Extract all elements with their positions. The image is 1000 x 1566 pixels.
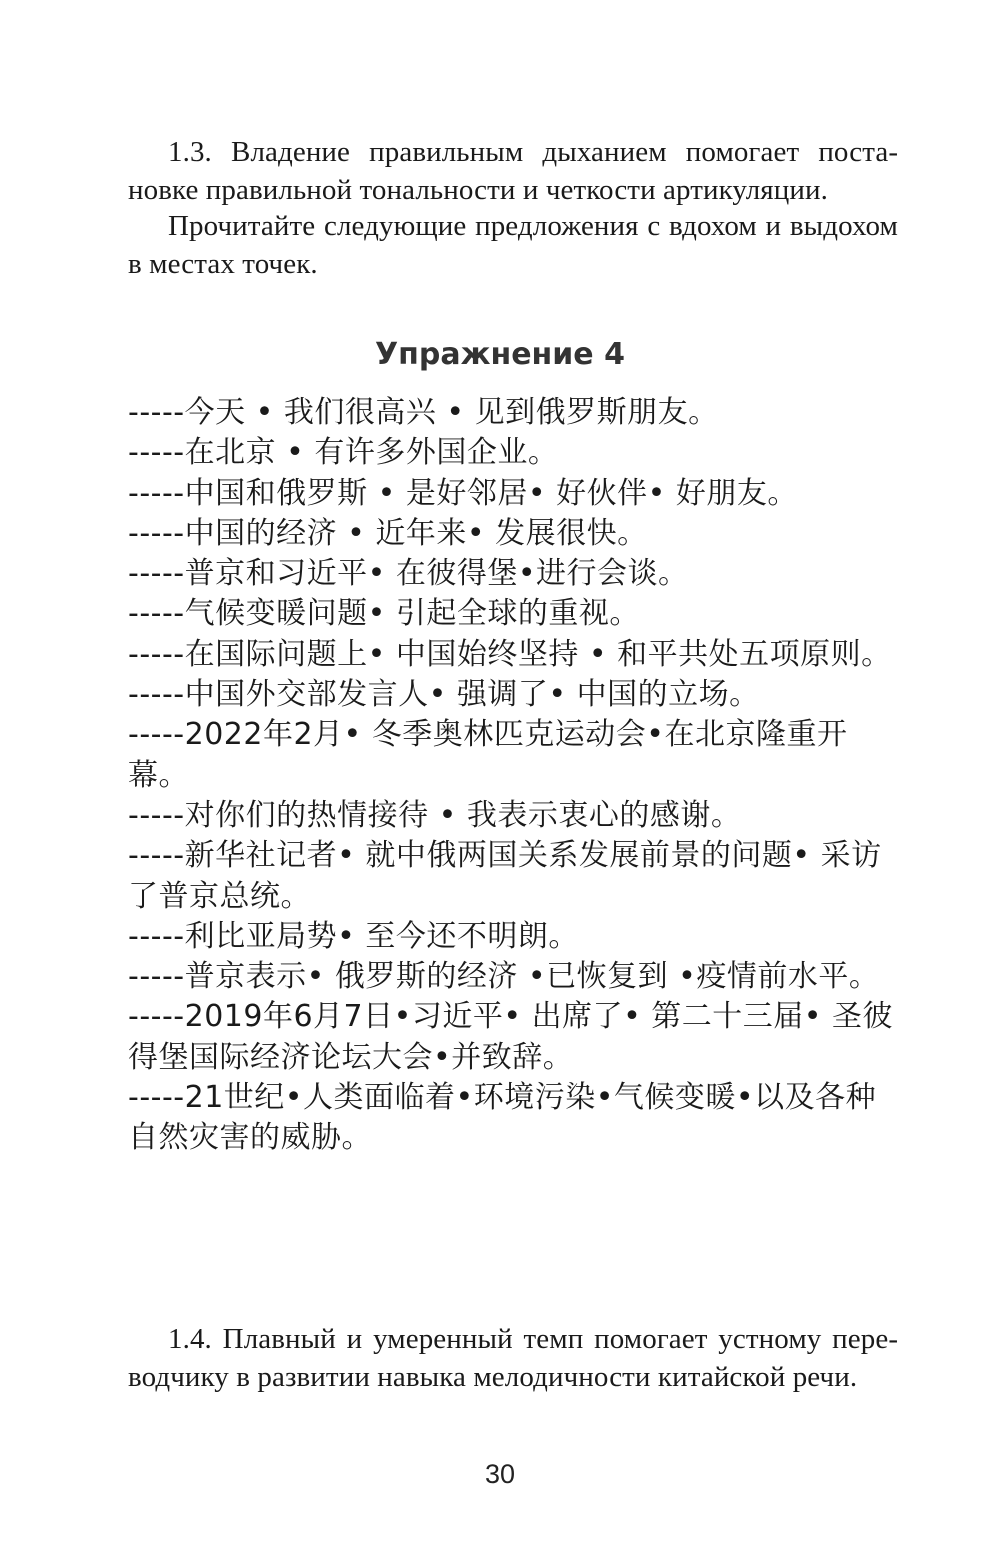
page-number: 30	[484, 1459, 516, 1489]
exercise-sentence: -----2022年2月• 冬季奥林匹克运动会•在北京隆重开幕。	[128, 717, 848, 793]
exercise-sentence: -----利比亚局势• 至今还不明朗。	[128, 918, 579, 954]
exercise-sentence: -----今天 • 我们很高兴 • 见到俄罗斯朋友。	[128, 395, 719, 430]
section-1-3-paragraph: 1.3. Владение правильным дыханием помогает постановке правильной тональности и четкости артикуляции.	[128, 136, 898, 206]
exercise-sentence: -----中国的经济 • 近年来• 发展很快。	[128, 515, 648, 551]
exercise-sentence-list	[128, 393, 898, 1159]
exercise-sentence: -----气候变暖问题• 引起全球的重视。	[128, 596, 640, 632]
exercise-sentence: -----在国际问题上• 中国始终坚持 • 和平共处五项原则。	[128, 636, 892, 672]
exercise-sentence: -----在北京 • 有许多外国企业。	[128, 435, 559, 471]
section-1-3-instruction: Прочитайте следующие предложения с вдохом и выдохом в местах точек.	[128, 210, 898, 280]
section-1-4-paragraph: 1.4. Плавный и умеренный темп помогает устному переводчику в развитии навыка мелодичности китайской речи.	[128, 1323, 898, 1393]
exercise-sentence: -----普京表示• 俄罗斯的经济 •已恢复到 •疫情前水平。	[128, 959, 880, 995]
exercise-sentence: -----对你们的热情接待 • 我表示衷心的感谢。	[128, 797, 742, 833]
exercise-sentence: -----中国和俄罗斯 • 是好邻居• 好伙伴• 好朋友。	[128, 475, 798, 511]
exercise-sentence: -----普京和习近平• 在彼得堡•进行会谈。	[128, 556, 689, 592]
exercise-sentence: -----中国外交部发言人• 强调了• 中国的立场。	[128, 677, 760, 713]
exercise-sentence: -----21世纪•人类面临着•环境污染•气候变暖•以及各种自然灾害的威胁。	[128, 1080, 877, 1156]
exercise-title: Упражнение 4	[375, 337, 625, 372]
exercise-sentence: -----新华社记者• 就中俄两国关系发展前景的问题• 采访了普京总统。	[128, 838, 882, 914]
exercise-sentence: -----2019年6月7日•习近平• 出席了• 第二十三届• 圣彼得堡国际经济论坛大会•并致辞。	[128, 999, 894, 1075]
